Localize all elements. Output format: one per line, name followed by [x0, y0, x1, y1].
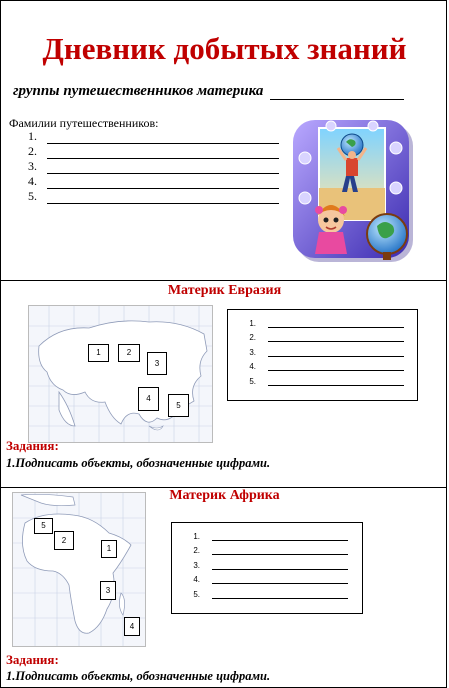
item-number: 4.	[193, 575, 200, 584]
answer-fill-line[interactable]	[212, 532, 348, 541]
list-item	[21, 189, 279, 204]
header-section	[0, 0, 447, 281]
continent-fill-line[interactable]	[270, 85, 404, 100]
eurasia-answer-box	[227, 309, 418, 401]
answer-list	[186, 526, 362, 599]
task-text: 1.Подписать объекты, обозначенные цифрами.	[6, 456, 271, 470]
globe-kid-illustration-icon	[291, 118, 416, 266]
map-marker: 5	[168, 394, 189, 417]
map-marker: 3	[147, 352, 167, 375]
item-number: 4.	[28, 174, 37, 188]
answer-fill-line[interactable]	[212, 575, 348, 584]
africa-answer-box	[171, 522, 363, 614]
task-text: 1.Подписать объекты, обозначенные цифрами.	[6, 669, 271, 683]
task-heading: Задания:	[6, 652, 59, 667]
name-fill-line[interactable]	[47, 147, 279, 159]
list-item	[242, 371, 417, 386]
answer-list	[242, 313, 417, 386]
list-item	[242, 313, 417, 328]
map-marker: 2	[118, 344, 140, 362]
map-marker: 4	[138, 387, 159, 411]
answer-fill-line[interactable]	[212, 561, 348, 570]
item-number: 3.	[249, 347, 256, 357]
item-number: 2.	[193, 546, 200, 555]
item-number: 5.	[193, 589, 200, 599]
item-number: 3.	[193, 560, 200, 570]
item-number: 5.	[249, 376, 256, 386]
list-item	[186, 584, 362, 599]
africa-section	[0, 487, 447, 688]
name-fill-line[interactable]	[47, 162, 279, 174]
answer-fill-line[interactable]	[268, 362, 404, 371]
item-number: 2.	[28, 144, 37, 158]
map-marker: 3	[100, 581, 116, 600]
list-item	[21, 144, 279, 159]
travelers-list	[21, 129, 279, 204]
map-marker: 1	[88, 344, 109, 362]
eurasia-title: Материк Евразия	[167, 283, 282, 298]
task-heading: Задания:	[6, 438, 59, 453]
item-number: 2.	[249, 333, 256, 342]
answer-fill-line[interactable]	[268, 319, 404, 328]
page-title: Дневник добытых знаний	[42, 31, 407, 66]
answer-fill-line[interactable]	[268, 333, 404, 342]
list-item	[186, 526, 362, 541]
eurasia-section	[0, 280, 447, 488]
map-marker: 1	[101, 540, 117, 558]
name-fill-line[interactable]	[47, 177, 279, 189]
map-marker: 2	[54, 531, 74, 550]
list-item	[186, 541, 362, 556]
list-item	[21, 129, 279, 144]
list-item	[242, 342, 417, 357]
item-number: 1.	[28, 129, 37, 143]
map-marker: 4	[124, 617, 140, 636]
name-fill-line[interactable]	[47, 192, 279, 204]
item-number: 1.	[249, 318, 256, 328]
item-number: 4.	[249, 362, 256, 371]
list-item	[186, 570, 362, 585]
list-item	[21, 174, 279, 189]
list-item	[186, 555, 362, 570]
eurasia-map	[28, 305, 213, 443]
item-number: 1.	[193, 531, 200, 541]
name-fill-line[interactable]	[47, 132, 279, 144]
answer-fill-line[interactable]	[212, 546, 348, 555]
answer-fill-line[interactable]	[268, 377, 404, 386]
answer-fill-line[interactable]	[212, 590, 348, 599]
list-item	[242, 328, 417, 343]
answer-fill-line[interactable]	[268, 348, 404, 357]
item-number: 5.	[28, 189, 37, 203]
africa-title: Материк Африка	[169, 488, 280, 503]
list-item	[21, 159, 279, 174]
subtitle-text: группы путешественников материка	[13, 83, 264, 99]
list-item	[242, 357, 417, 372]
group-subtitle	[13, 83, 404, 100]
travelers-label: Фамилии путешественников:	[9, 116, 159, 130]
item-number: 3.	[28, 159, 37, 173]
map-marker: 5	[34, 518, 53, 534]
